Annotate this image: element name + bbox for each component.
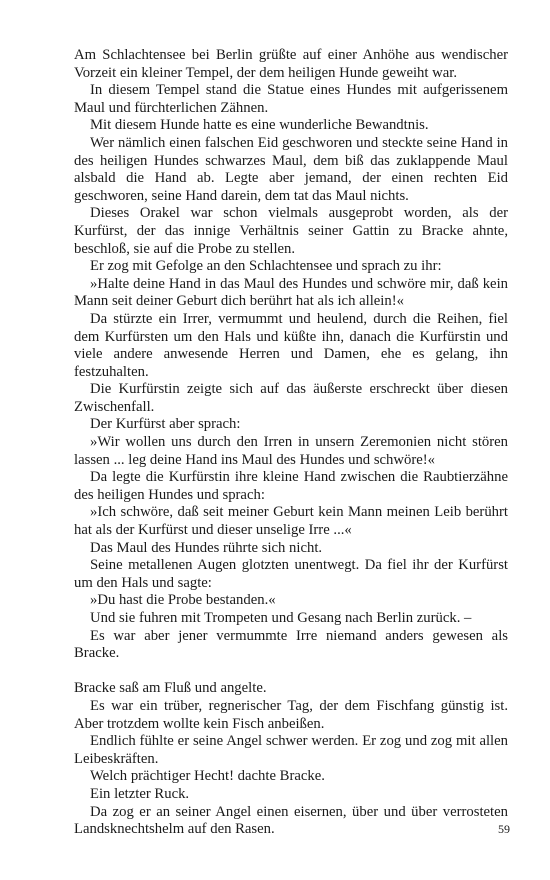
section-1 xyxy=(74,47,508,663)
paragraph: »Ich schwöre, daß seit meiner Geburt kein Mann meinen Leib berührt hat als der Kurfürst und dieser unselige Irre ...« xyxy=(74,504,508,539)
paragraph: Welch prächtiger Hecht! dachte Bracke. xyxy=(90,768,325,785)
paragraph: Da stürzte ein Irrer, vermummt und heulend, durch die Reihen, fiel dem Kurfürsten um den Hals und küßte ihn, danach die Kurfürstin und viele andere anwesende Herren und Damen, ehe es gelang, ihn festzuhalten. xyxy=(74,310,508,380)
paragraph: Da legte die Kurfürstin ihre kleine Hand zwischen die Raubtierzähne des heiligen Hundes und sprach: xyxy=(74,469,508,503)
paragraph: Der Kurfürst aber sprach: xyxy=(90,416,241,433)
paragraph: Dieses Orakel war schon vielmals ausgeprobt worden, als der Kurfürst, der das innige Verhältnis seiner Gattin zu Bracke ahnte, beschloß, sie auf die Probe zu stellen. xyxy=(74,205,508,257)
paragraph: Endlich fühlte er seine Angel schwer werden. Er zog und zog mit allen Leibeskräften. xyxy=(74,733,508,767)
paragraph: Da zog er an seiner Angel einen eisernen, über und über verrosteten Landsknechtshelm auf den Rasen. xyxy=(74,803,508,838)
paragraph: Die Kurfürstin zeigte sich auf das äußerste erschreckt über diesen Zwischenfall. xyxy=(74,381,508,415)
paragraph: »Wir wollen uns durch den Irren in unsern Zeremonien nicht stören lassen ... leg deine Hand ins Maul des Hundes und schwöre!« xyxy=(74,434,508,468)
paragraph: Das Maul des Hundes rührte sich nicht. xyxy=(90,539,323,556)
paragraph: Wer nämlich einen falschen Eid geschworen und steckte seine Hand in des heiligen Hundes schwarzes Maul, dem biß das zuklappende Maul alsbald die Hand ab. Legte aber jemand, der einen rechten Eid geschworen, seine Hand darein, dem tat das Maul nichts. xyxy=(74,134,508,204)
paragraph: Es war ein trüber, regnerischer Tag, der dem Fischfang günstig ist. Aber trotzdem wollte kein Fisch anbeißen. xyxy=(74,697,508,732)
page-number: 59 xyxy=(498,822,510,836)
paragraph: Mit diesem Hunde hatte es eine wunderliche Bewandtnis. xyxy=(90,117,429,134)
paragraph: In diesem Tempel stand die Statue eines Hundes mit aufgerissenem Maul und fürchterlichen Zähnen. xyxy=(74,82,508,116)
paragraph: »Du hast die Probe bestanden.« xyxy=(90,592,276,609)
paragraph: Bracke saß am Fluß und angelte. xyxy=(74,680,267,697)
paragraph: Ein letzter Ruck. xyxy=(90,785,190,802)
section-break xyxy=(74,663,508,681)
paragraph: Er zog mit Gefolge an den Schlachtensee und sprach zu ihr: xyxy=(90,258,442,275)
section-2 xyxy=(74,680,508,838)
paragraph: Es war aber jener vermummte Irre niemand anders gewesen als Bracke. xyxy=(74,627,508,662)
paragraph: Und sie fuhren mit Trompeten und Gesang nach Berlin zurück. – xyxy=(90,610,472,626)
paragraph: »Halte deine Hand in das Maul des Hundes und schwöre mir, daß kein Mann seit deiner Geburt dich berührt hat als ich allein!« xyxy=(74,275,508,310)
paragraph: Seine metallenen Augen glotzten unentwegt. Da fiel ihr der Kurfürst um den Hals und sagte: xyxy=(74,557,508,591)
paragraph: Am Schlachtensee bei Berlin grüßte auf einer Anhöhe aus wendischer Vorzeit ein kleiner Tempel, der dem heiligen Hunde geweiht war. xyxy=(74,47,508,81)
body-text xyxy=(74,47,508,839)
